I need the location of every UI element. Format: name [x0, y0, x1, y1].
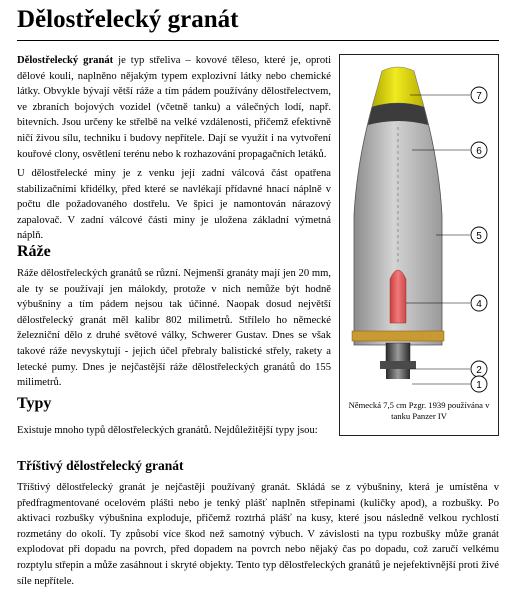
mines-paragraph: U dělostřelecké miny je z venku její zadní válcová část opatřena stabilizačními křidélky, před které se navlékají přídavné hnací náplně v počtu dle požadovaného dostřelu. Ve špici je namontován nárazový zapalovač. V zadní válcové části miny je uložena základní výmetná náplň. [17, 168, 331, 242]
page-title: Dělostřelecký granát [17, 6, 239, 33]
label-4: 4 [476, 299, 482, 310]
fragmentation-paragraph: Tříštivý dělostřelecký granát je nejčastěji používaný granát. Skládá se z výbušniny, která je umístěna v předfragmentované ocelovém plášti nebo je tenký plášť naplněn střepinami (kuličky apod), a rozbušky. Po aktivaci rozbušky výbušnina exploduje, přičemž roztrhá plášť na kusy, které jsou následně velkou rychlostí rozmetány do okolí. Ty způsobí více škod než samotný výbuch. V závislosti na typu rozbušky může granát explodovat při dopadu na povrch, před dopadem na povrch nebo nějaký čas po dopadu, což zaručí velkému rozptylu střepin a může zasáhnout i skryté objekty. Tento typ dělostřeleckých granátů je nejefektivnější proti živé síle nepřítele. [17, 482, 499, 587]
caliber-heading: Ráže [17, 243, 51, 260]
label-2: 2 [476, 365, 482, 376]
shell-filler [390, 270, 406, 323]
shell-figure [339, 54, 499, 436]
label-7: 7 [476, 91, 482, 102]
label-5: 5 [476, 231, 482, 242]
caliber-paragraph: Ráže dělostřeleckých granátů se různí. Nejmenší granáty mají jen 20 mm, ale ty se používají jen málokdy, protože v nich nemůže být hodně výbušniny a tím pádem nejsou tak účinné. Naopak dosud největší dělostřelecký granát měl kalibr 802 milimetrů. Střílelo ho německé železniční dělo z druhé světové války, Schwerer Gustav. Dnes se však takové ráže nevyskytují - jejich účel přebraly balistické střely, rakety a letecké pumy. Dnes je nejčastější ráže dělostřeleckých granátů do 155 milimetrů. [17, 268, 331, 389]
intro-bold-term: Dělostřelecký granát [17, 55, 114, 66]
label-1: 1 [476, 380, 482, 391]
label-6: 6 [476, 146, 482, 157]
intro-paragraph [17, 53, 331, 162]
fragmentation-heading: Tříštivý dělostřelecký granát [17, 458, 184, 473]
figure-caption: Německá 7,5 cm Pzgr. 1939 používána v tanku Panzer IV [348, 400, 490, 421]
shell-diagram [340, 55, 498, 435]
shell-driving-band [352, 331, 444, 341]
types-paragraph: Existuje mnoho typů dělostřeleckých granátů. Nejdůležitější typy jsou: [17, 425, 318, 436]
types-heading: Typy [17, 395, 52, 412]
title-rule [17, 40, 499, 41]
intro-text: je typ střeliva – kovové těleso, které je, oproti dělové kouli, naplněno nějakým typem explozivní látky nebo chemické látky. Obvykle bývají větší ráže a tím pádem používány dělostřelectvem, ve zbraních bojových vozidel (včetně tanku) a válečných lodí, např. bitevních. Jsou určeny ke střelbě na velké vzdálenosti, přičemž efektivně ničí živou sílu, techniku i budovy nepřítele. Dají se využít i na vytvoření kouřové clony, osvětlení terénu nebo k rozhazování propagačních letáků. [17, 55, 332, 160]
shell-tip [372, 67, 424, 107]
